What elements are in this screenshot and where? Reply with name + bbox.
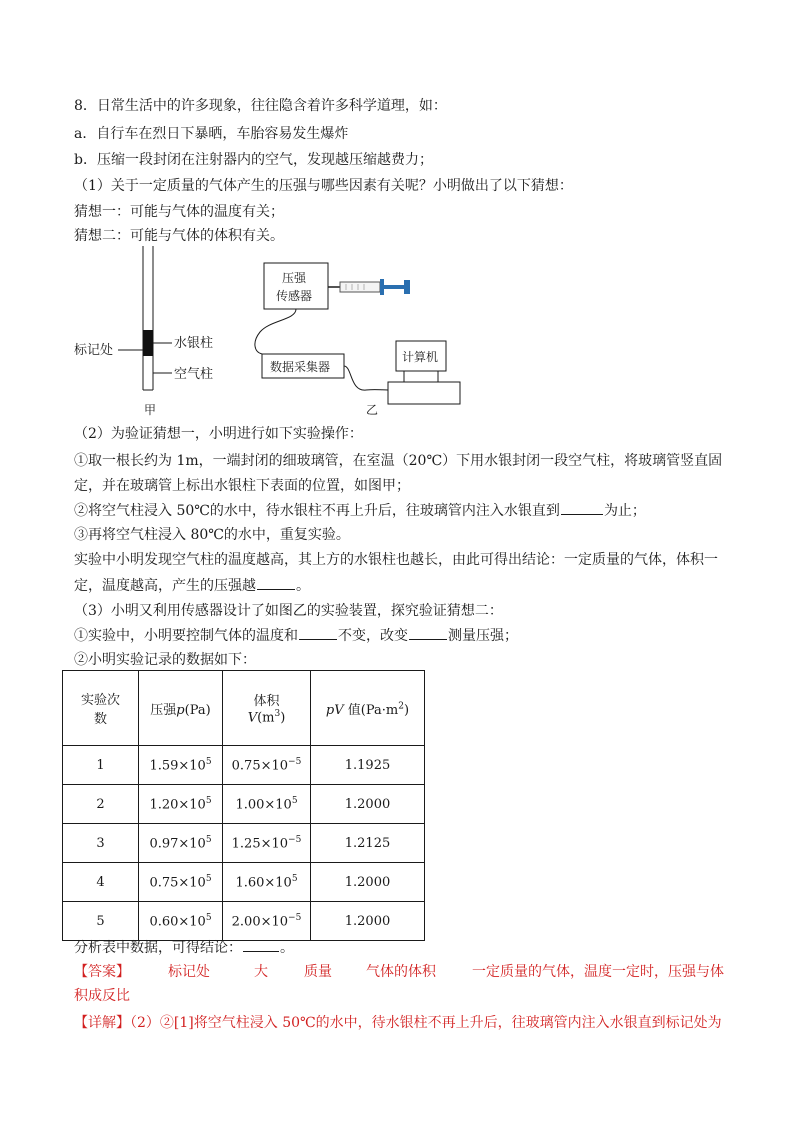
- figure-yi: [255, 263, 460, 417]
- label-mark: 标记处: [74, 343, 114, 358]
- table-row: [63, 902, 425, 941]
- cell-volume: $2.00\times 10^{-5}$: [223, 902, 311, 941]
- syringe-icon: [328, 279, 410, 295]
- header-pv: pV 值$(Pa\cdot m^2)$: [311, 671, 425, 746]
- sensor-label-2: 传感器: [276, 289, 313, 303]
- analysis-text: 分析表中数据，可得结论：: [74, 940, 242, 956]
- part1-intro: （1）关于一定质量的气体产生的压强与哪些因素有关呢？小明做出了以下猜想：: [74, 178, 573, 194]
- table-row: [63, 746, 425, 785]
- cell-pressure: $1.59\times 10^5$: [139, 746, 223, 785]
- detail-label: 【详解】: [74, 1015, 130, 1031]
- header-volume: 体积 $V(m^3)$: [223, 671, 311, 746]
- cell-volume: $0.75\times 10^{-5}$: [223, 746, 311, 785]
- conclusion-text: 定，温度越高，产生的压强越: [74, 578, 256, 594]
- conclusion-end: 。: [296, 578, 310, 594]
- experiment-figure: [0, 240, 800, 420]
- step1-line1: ①取一根长约为 1m，一端封闭的细玻璃管，在室温（20℃）下用水银封闭一段空气柱，将玻璃管竖直固: [74, 453, 723, 469]
- cell-trial: 1: [63, 746, 139, 785]
- cell-pv: 1.2000: [311, 902, 425, 941]
- blank-5[interactable]: [243, 937, 279, 952]
- answer-item-5: 一定质量的气体，温度一定时，压强与体: [472, 964, 724, 980]
- cell-pv: 1.2125: [311, 824, 425, 863]
- guess-one: 猜想一：可能与气体的温度有关；: [74, 204, 284, 220]
- conclusion-line2: [74, 575, 310, 596]
- header-pressure: 压强p(Pa): [139, 671, 223, 746]
- answer-item-2: 大: [254, 964, 268, 980]
- blank-4[interactable]: [409, 625, 447, 640]
- question-title: 8．日常生活中的许多现象，往往隐含着许多科学道理，如：: [74, 98, 447, 114]
- blank-2[interactable]: [257, 575, 295, 590]
- answer-item-4: 气体的体积: [366, 964, 436, 980]
- table-header-row: [63, 671, 425, 746]
- detail-text: （2）②[1]将空气柱浸入 50℃的水中，待水银柱不再上升后，往玻璃管内注入水银直到标记处为: [130, 1015, 722, 1031]
- cell-trial: 5: [63, 902, 139, 941]
- cell-pv: 1.2000: [311, 785, 425, 824]
- answer-line: [74, 962, 724, 982]
- cell-pressure: $0.60\times 10^5$: [139, 902, 223, 941]
- phenomenon-b: b．压缩一段封闭在注射器内的空气，发现越压缩越费力；: [74, 152, 433, 168]
- answer-label: 【答案】: [74, 964, 130, 980]
- analysis-line: [74, 937, 294, 958]
- guess-two: 猜想二：可能与气体的体积有关。: [74, 228, 284, 244]
- cell-trial: 4: [63, 863, 139, 902]
- cell-pressure: $0.75\times 10^5$: [139, 863, 223, 902]
- step2-end: 为止；: [603, 503, 646, 519]
- part3-item1: [74, 625, 518, 646]
- table-row: [63, 824, 425, 863]
- cell-volume: $1.60\times 10^5$: [223, 863, 311, 902]
- p3-1-text-a: ①实验中，小明要控制气体的温度和: [74, 628, 298, 644]
- cell-pv: 1.2000: [311, 863, 425, 902]
- cell-trial: 2: [63, 785, 139, 824]
- p3-1-text-b: 不变，改变: [338, 628, 408, 644]
- mercury-column: [143, 330, 153, 356]
- caption-jia: 甲: [144, 403, 157, 417]
- detail-line: [74, 1013, 722, 1033]
- step2: [74, 500, 646, 521]
- answer-item-3: 质量: [304, 964, 332, 980]
- analysis-end: 。: [280, 940, 294, 956]
- step3: ③再将空气柱浸入 80℃的水中，重复实验。: [74, 527, 350, 543]
- step2-text: ②将空气柱浸入 50℃的水中，待水银柱不再上升后，往玻璃管内注入水银直到: [74, 503, 560, 519]
- step1-line2: 定，并在玻璃管上标出水银柱下表面的位置，如图甲；: [74, 478, 410, 494]
- cell-volume: $1.25\times 10^{-5}$: [223, 824, 311, 863]
- label-mercury: 水银柱: [174, 336, 214, 351]
- label-air: 空气柱: [174, 367, 214, 382]
- sensor-label-1: 压强: [282, 271, 307, 285]
- figure-jia: [74, 246, 213, 417]
- data-table: [62, 670, 425, 941]
- blank-3[interactable]: [299, 625, 337, 640]
- part3-item2: ②小明实验记录的数据如下：: [74, 652, 256, 668]
- caption-yi: 乙: [366, 403, 379, 417]
- answer-item-1: 标记处: [168, 964, 210, 980]
- blank-1[interactable]: [561, 500, 603, 515]
- cell-pv: 1.1925: [311, 746, 425, 785]
- table-row: [63, 863, 425, 902]
- part3-intro: （3）小明又利用传感器设计了如图乙的实验装置，探究验证猜想二：: [74, 603, 503, 619]
- table-row: [63, 785, 425, 824]
- computer-base: [388, 382, 460, 404]
- computer-label: 计算机: [402, 350, 439, 364]
- header-trial: 实验次 数: [63, 671, 139, 746]
- cell-pressure: $1.20\times 10^5$: [139, 785, 223, 824]
- cell-trial: 3: [63, 824, 139, 863]
- collector-label: 数据采集器: [270, 360, 331, 374]
- cell-pressure: $0.97\times 10^5$: [139, 824, 223, 863]
- conclusion-line1: 实验中小明发现空气柱的温度越高，其上方的水银柱也越长，由此可得出结论：一定质量的气体，体积一: [74, 552, 718, 568]
- p3-1-text-c: 测量压强；: [448, 628, 518, 644]
- phenomenon-a: a．自行车在烈日下暴晒，车胎容易发生爆炸: [74, 126, 349, 142]
- cell-volume: $1.00\times 10^5$: [223, 785, 311, 824]
- answer-continued: 积成反比: [74, 988, 130, 1004]
- part2-intro: （2）为验证猜想一，小明进行如下实验操作：: [74, 426, 363, 442]
